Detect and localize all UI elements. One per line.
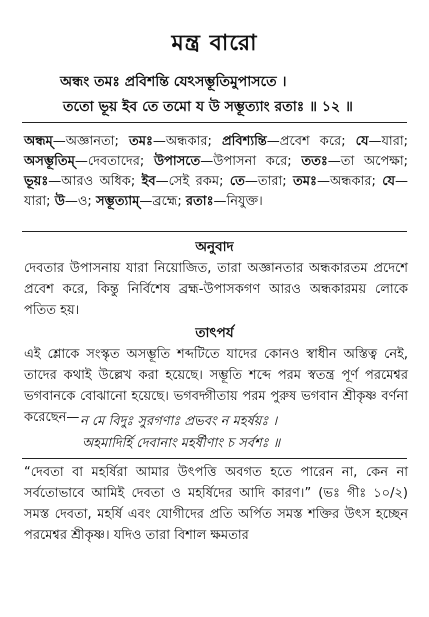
word-meaning: তা অপেক্ষা;: [340, 154, 408, 169]
word-meaning: ব্রহ্মে;: [152, 194, 186, 209]
word-meaning: উপাসনা করে;: [213, 154, 302, 169]
sanskrit-word: ভূয়ঃ: [24, 174, 49, 189]
sanskrit-word: উ: [54, 194, 65, 209]
sanskrit-word: ততঃ: [301, 154, 328, 169]
word-meanings: অন্ধম্—অজ্ঞানতা; তমঃ—অন্ধকার; প্রবিশ্যন্তি—প্রবেশ করে; যে—যারা; অসম্ভূতিম্—দেবতাদের; উপাসতে—উপাসনা করে; ততঃ—তা অপেক্ষা; ভূয়ঃ—আরও অধিক; ইব—সেই রকম; তে—তারা; তমঃ—অন্ধকার; যে—যারা; উ—ও; সম্ভূত্যাম্—ব্রহ্মে; রতাঃ—নিযুক্ত।: [24, 134, 409, 209]
word-meaning: ও;: [77, 194, 96, 209]
divider-top: [22, 122, 407, 123]
sanskrit-word: রতাঃ: [185, 194, 214, 209]
gita-quote-line-1: ন মে বিদুঃ সুরগণাঃ প্রভবং ন মহর্ষয়ঃ ।: [80, 414, 278, 429]
word-meaning: অন্ধকার;: [329, 174, 383, 189]
word-meaning: আরও অধিক;: [61, 174, 142, 189]
sanskrit-word: অসম্ভূতিম্: [24, 154, 75, 169]
divider-bottom: [22, 458, 407, 459]
word-meaning: অজ্ঞানতা;: [65, 134, 130, 149]
purport-paragraph: এই শ্লোকে সংস্কৃত অসম্ভূতি শব্দটিতে যাদের কোনও স্বাধীন অস্তিত্ব নেই, তাদের কথাই উল্লেখ করা হয়েছে। সম্ভূতি শব্দে পরম স্বতন্ত্র পূর্ণ পরমেশ্বর ভগবানকে বোঝানো হয়েছে। ভগবদ্গীতায় পরম পুরুষ ভগবান শ্রীকৃষ্ণ বর্ণনা করেছেন—: [24, 347, 408, 425]
translation-text: দেবতার উপাসনায় যারা নিয়োজিত, তারা অজ্ঞানতার অন্ধকারতম প্রদেশে প্রবেশ করে, কিন্তু নির্বিশেষ ব্রহ্ম-উপাসকগণ আরও অন্ধকারময় লোকে পতিত হয়।: [24, 261, 408, 318]
sanskrit-word: সম্ভূত্যাম্: [95, 194, 140, 209]
word-meaning: নিযুক্ত।: [226, 194, 263, 209]
word-meaning: প্রবেশ করে;: [279, 134, 356, 149]
word-meaning: দেবতাদের;: [87, 154, 154, 169]
word-meaning: সেই রকম;: [168, 174, 230, 189]
word-meaning: যারা;: [24, 194, 55, 209]
verse-line-2: ততো ভূয় ইব তে তমো য উ সম্ভূত্যাং রতাঃ ॥ ১২ ॥: [63, 99, 353, 115]
sanskrit-word: প্রবিশ্যন্তি: [221, 134, 267, 149]
purport-heading: তাৎপর্য: [195, 325, 234, 341]
page-title: মন্ত্র বারো: [171, 31, 258, 56]
divider-middle: [22, 231, 407, 232]
sanskrit-word: অন্ধম্: [24, 134, 53, 149]
translation-heading: অনুবাদ: [195, 239, 234, 255]
gita-quote-line-2: অহমাদির্হি দেবানাং মহর্ষীণাং চ সর্বশঃ ॥: [82, 436, 281, 451]
word-meaning: অন্ধকার;: [165, 134, 222, 149]
sanskrit-word: তমঃ: [129, 134, 153, 149]
sanskrit-word: উপাসতে: [153, 154, 201, 169]
sanskrit-word: যে: [382, 174, 396, 189]
sanskrit-word: যে: [355, 134, 369, 149]
word-meaning: তারা;: [257, 174, 294, 189]
verse-line-1: অন্ধং তমঃ প্রবিশন্তি যেঽসম্ভূতিমুপাসতে ।: [60, 74, 287, 90]
purport-paragraph-2: “দেবতা বা মহর্ষিরা আমার উৎপত্তি অবগত হতে পারেন না, কেন না সর্বতোভাবে আমিই দেবতা ও মহর্ষিদের আদি কারণ।” (ভঃ গীঃ ১০/২) সমস্ত দেবতা, মহর্ষি এবং যোগীদের প্রতি অর্পিত সমস্ত শক্তির উৎস হচ্ছেন পরমেশ্বর শ্রীকৃষ্ণ। যদিও তারা বিশাল ক্ষমতার: [24, 465, 408, 543]
sanskrit-word: তমঃ: [293, 174, 317, 189]
word-meaning: যারা;: [381, 134, 408, 149]
sanskrit-word: ইব: [141, 174, 156, 189]
sanskrit-word: তে: [229, 174, 245, 189]
